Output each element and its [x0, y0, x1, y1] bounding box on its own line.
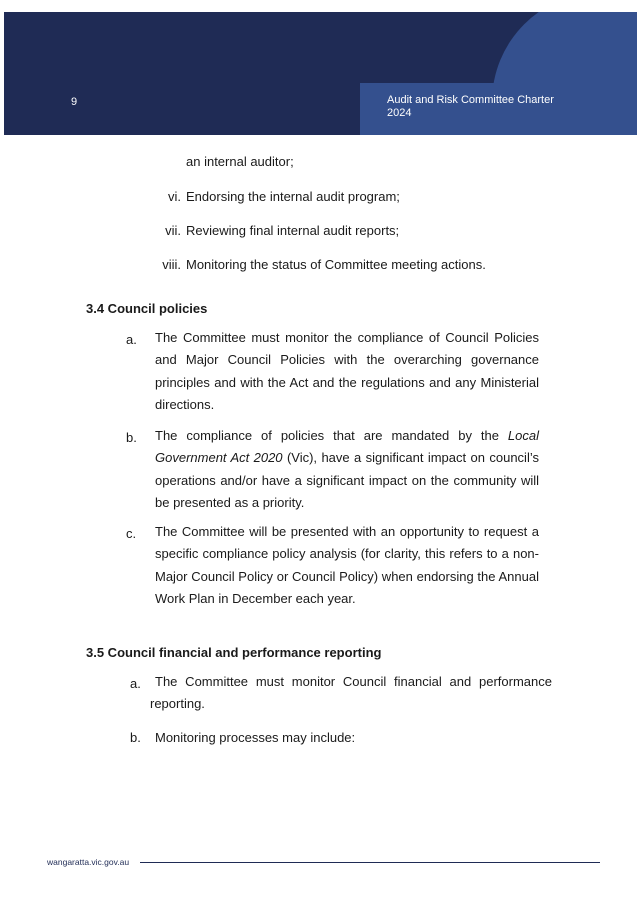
footer-website: wangaratta.vic.gov.au — [47, 857, 130, 867]
list-marker: vii. — [165, 223, 181, 238]
paragraph-line: operations and/or have a significant impact on the community will — [155, 472, 539, 488]
paragraph-line: be presented as a priority. — [155, 495, 305, 511]
paragraph-line: directions. — [155, 397, 215, 413]
paragraph-text: The compliance of policies that are mandated by the — [155, 428, 499, 443]
list-item-text: Monitoring the status of Committee meeting actions. — [186, 257, 486, 272]
item-marker: c. — [126, 526, 137, 541]
document-title-line2: 2024 — [387, 107, 412, 119]
reporting-paragraph-b: Monitoring processes may include: — [155, 730, 356, 745]
item-marker: a. — [126, 332, 137, 347]
paragraph-line: specific compliance policy analysis (for clarity, this refers to a non- — [155, 546, 539, 562]
paragraph-text: (Vic), have a significant impact on council’s — [286, 450, 539, 466]
document-title — [387, 94, 577, 120]
list-item-text: Endorsing the internal audit program; — [186, 189, 400, 204]
paragraph-line: The Committee must monitor Council financial and performance — [155, 674, 552, 689]
item-marker: a. — [130, 676, 141, 691]
policy-paragraph-c — [155, 521, 539, 611]
paragraph-line: reporting. — [150, 696, 205, 712]
page-number: 9 — [71, 96, 78, 108]
section-heading-3-4: 3.4 Council policies — [86, 301, 208, 316]
policy-paragraph-b — [155, 425, 539, 515]
paragraph-line: Work Plan in December each year. — [155, 591, 356, 607]
act-title-italic: Local — [507, 428, 539, 443]
list-marker: viii. — [162, 257, 181, 272]
act-title-italic: Government Act 2020 — [155, 450, 283, 466]
paragraph-line: Major Council Policy or Council Policy) when endorsing the Annual — [155, 568, 539, 584]
paragraph-line: The Committee must monitor the compliance of Council Policies — [155, 330, 539, 345]
policy-paragraph-a — [155, 327, 539, 417]
item-marker: b. — [130, 730, 141, 745]
list-marker: vi. — [168, 189, 181, 204]
document-title-line1: Audit and Risk Committee Charter — [387, 94, 554, 106]
paragraph-line: and Major Council Policies with the overarching governance — [155, 352, 539, 368]
list-item-text: Reviewing final internal audit reports; — [186, 223, 400, 238]
reporting-paragraph-a — [150, 671, 552, 716]
paragraph-line — [155, 447, 539, 469]
paragraph-line: principles and with the Act and the regulations and any Ministerial — [155, 374, 539, 390]
continuation-text: an internal auditor; — [186, 154, 294, 169]
item-marker: b. — [126, 430, 137, 445]
section-heading-3-5: 3.5 Council financial and performance reporting — [86, 645, 382, 660]
footer-divider — [140, 862, 600, 863]
paragraph-line: The Committee will be presented with an opportunity to request a — [155, 524, 539, 539]
paragraph-line — [155, 425, 539, 447]
